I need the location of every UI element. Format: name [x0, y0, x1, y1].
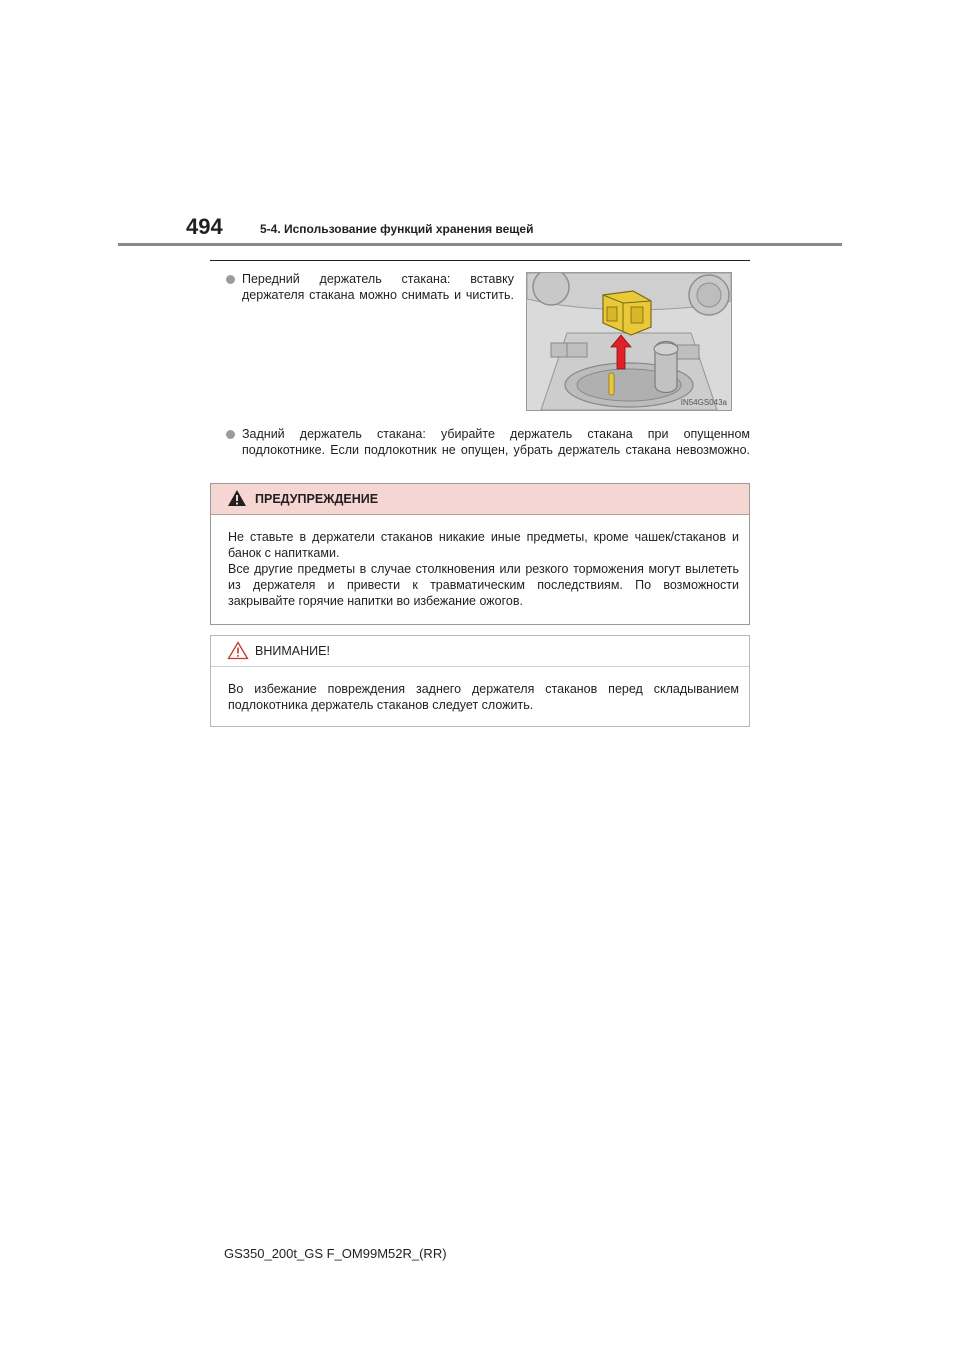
- bullet-text: Передний держатель стакана: вставку держателя стакана можно снимать и чистить.: [242, 272, 514, 302]
- header-rule: [118, 243, 842, 246]
- bullet-dot-icon: [226, 430, 235, 439]
- caution-title: ВНИМАНИЕ!: [255, 644, 330, 658]
- warning-triangle-icon: [227, 489, 247, 507]
- cup-holder-illustration: [526, 272, 732, 411]
- caution-box: [210, 635, 750, 727]
- caution-paragraph: Во избежание повреждения заднего держателя стаканов перед складыванием подлокотника держатель стаканов следует сложить.: [228, 682, 739, 712]
- page-number: 494: [186, 214, 223, 239]
- bullet-text: Задний держатель стакана: убирайте держатель стакана при опущенном подлокотнике. Если подлокотник не опущен, убрать держатель стакана невозможно.: [242, 427, 750, 457]
- footer-model-code: GS350_200t_GS F_OM99M52R_(RR): [224, 1246, 447, 1261]
- bullet-rear-cup-holder: [226, 426, 750, 474]
- caution-body: [228, 681, 739, 713]
- bullet-front-cup-holder: [226, 271, 514, 319]
- figure-code: IN54GS043a: [680, 398, 727, 407]
- cup-holder-drawing: [527, 273, 731, 410]
- warning-paragraph: Не ставьте в держатели стаканов никакие иные предметы, кроме чашек/стаканов и банок с напитками.: [228, 530, 739, 560]
- warning-title: ПРЕДУПРЕЖДЕНИЕ: [255, 492, 379, 506]
- warning-paragraph: Все другие предметы в случае столкновения или резкого торможения могут вылететь из держателя и привести к травматическим последствиям. По возможности закрывайте горячие напитки во избежание ожогов.: [228, 562, 739, 608]
- warning-body: [228, 529, 739, 609]
- caution-triangle-icon: [227, 641, 249, 660]
- warning-box: [210, 483, 750, 625]
- section-title: 5-4. Использование функций хранения вещей: [260, 222, 534, 236]
- warning-header: [211, 484, 749, 515]
- caution-header: [211, 636, 749, 667]
- section-divider: [210, 260, 750, 261]
- bullet-dot-icon: [226, 275, 235, 284]
